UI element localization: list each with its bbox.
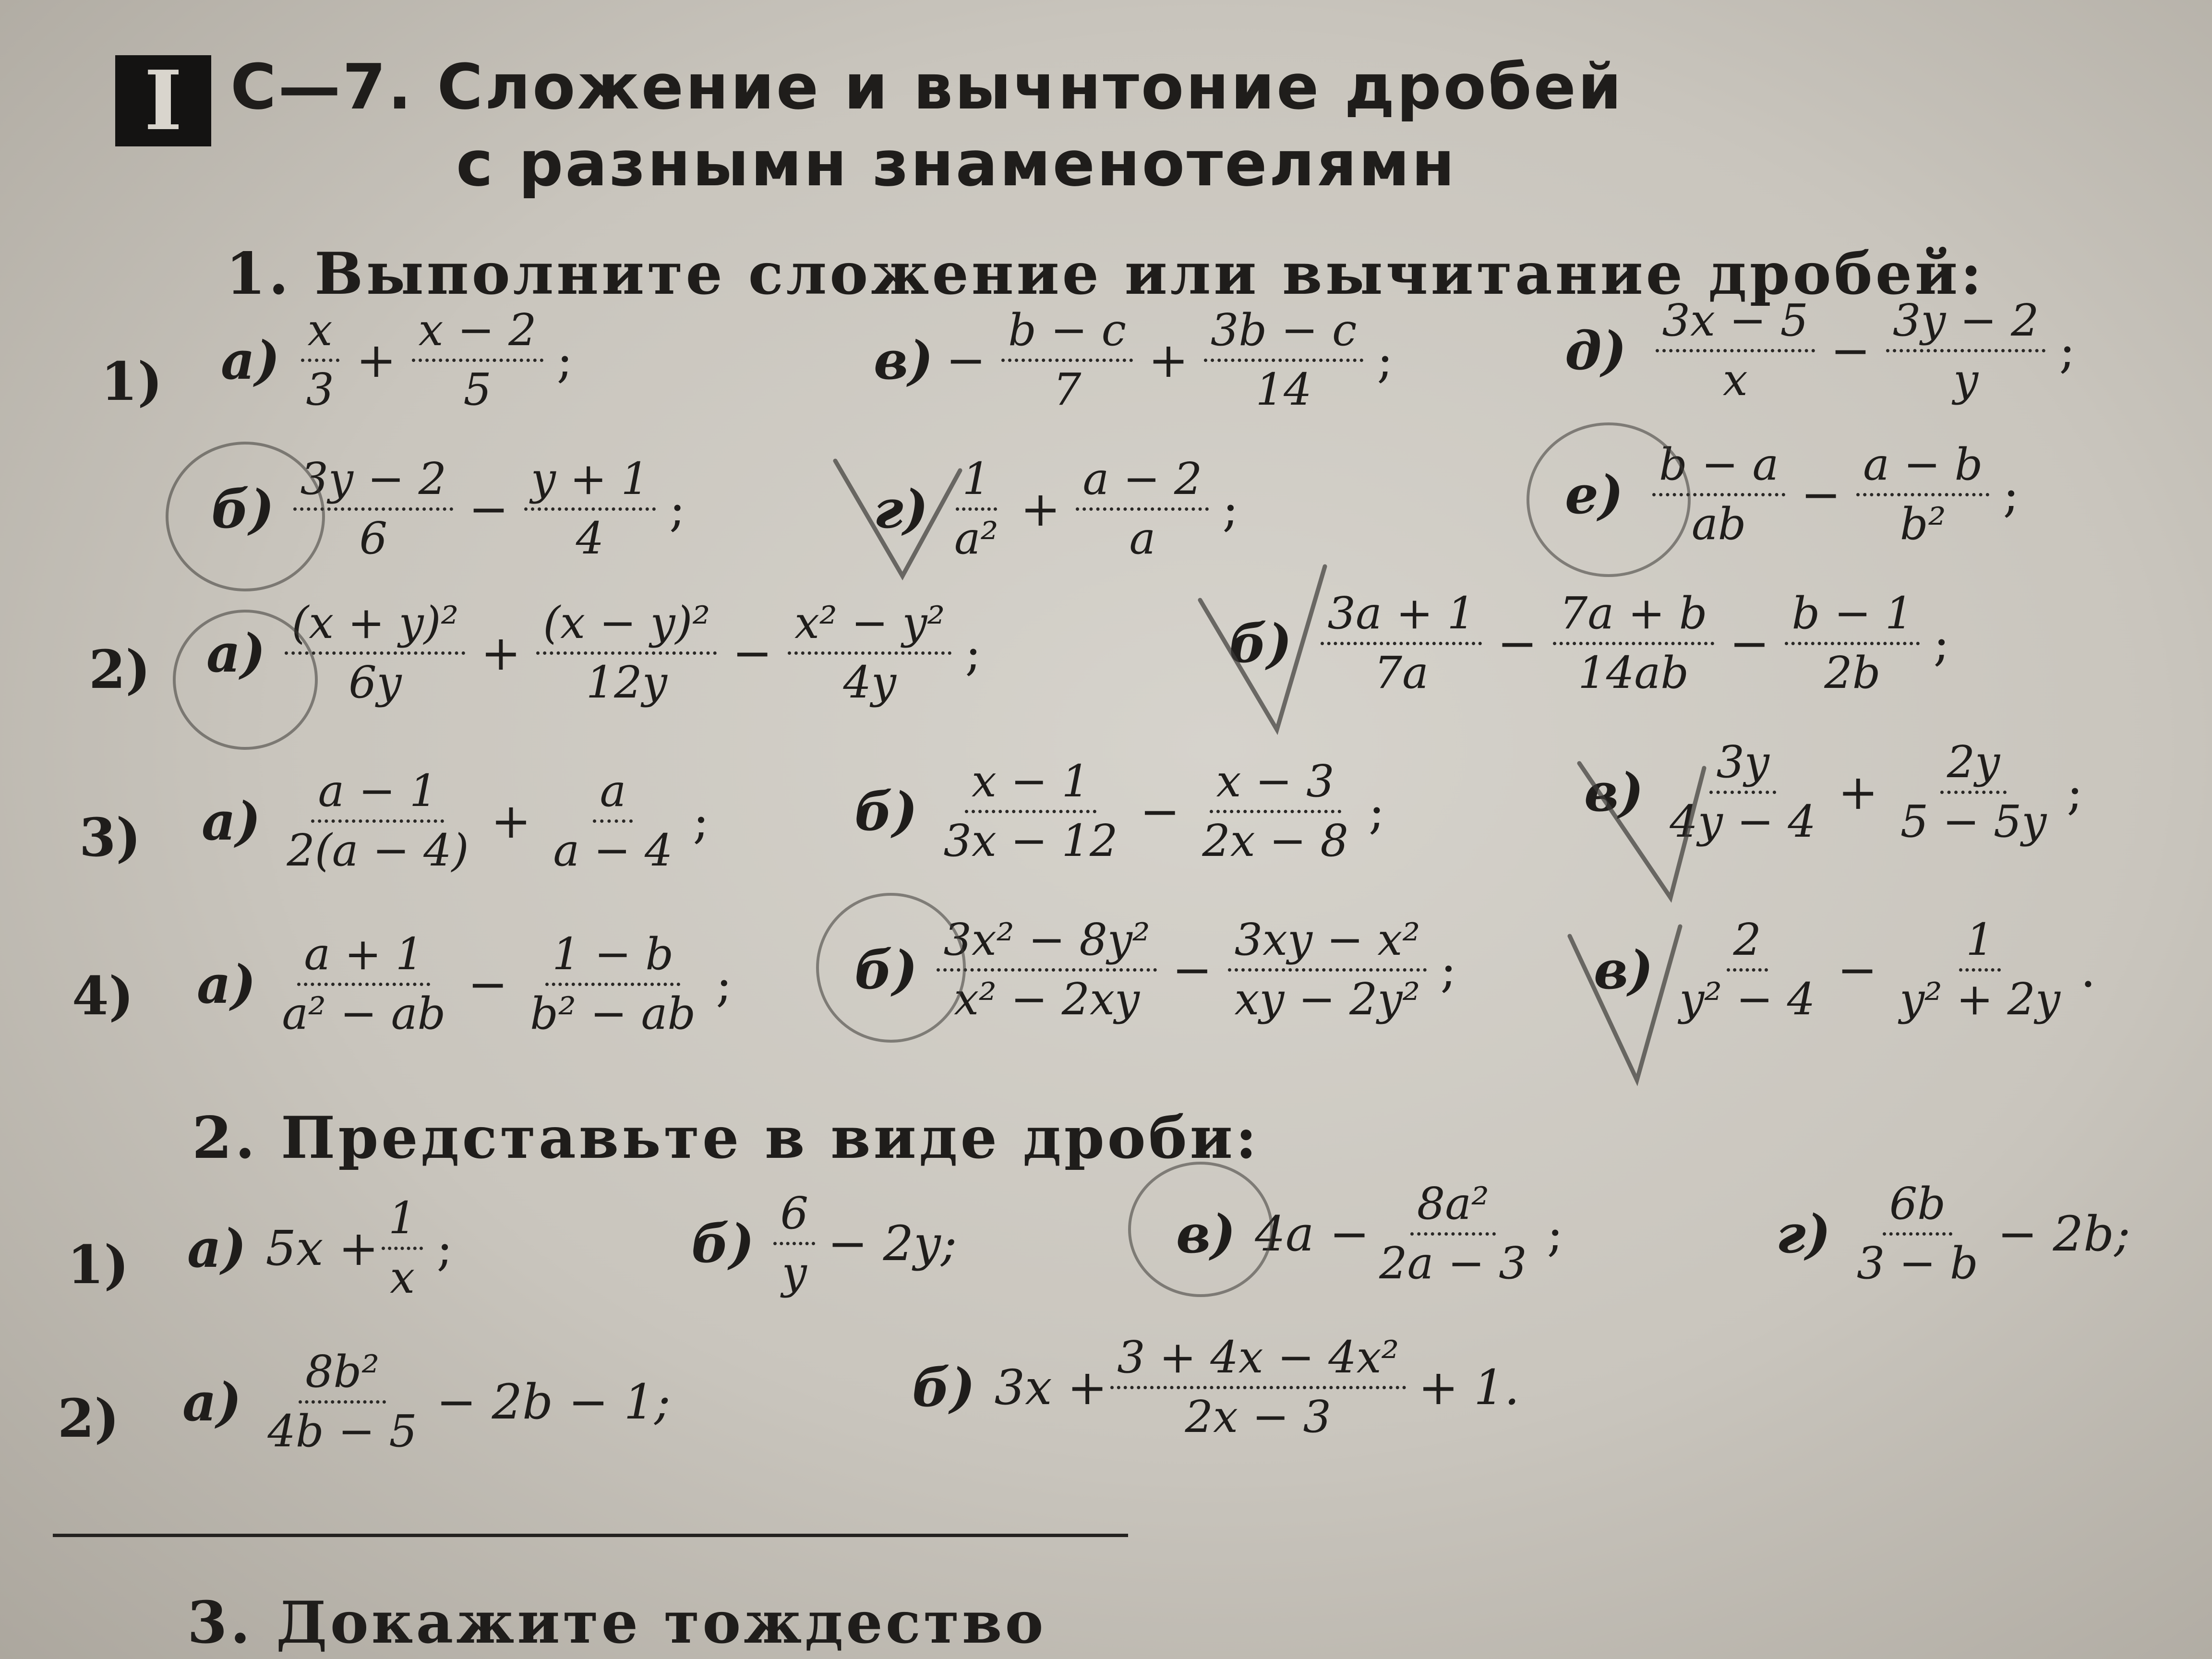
item-label: д)	[1565, 319, 1627, 382]
fraction: $\frac{1 - b}{\text{b² − ab}}$	[530, 928, 696, 1039]
checkmark-icon	[1200, 566, 1325, 730]
title-line-2: с разнымн знаменотелямн	[456, 127, 1457, 200]
row-number: 2)	[89, 638, 151, 700]
exercise-1e: е) $\frac{b - a}{ab}$ − $\frac{a - b}{\text{b²}}$ ;	[1565, 439, 2020, 550]
fraction: $\frac{y + 1}{4}$	[524, 456, 656, 562]
checkmark-icon	[835, 461, 960, 576]
item-label: в)	[1176, 1202, 1236, 1265]
fraction: $\frac{6}{y}$	[773, 1190, 815, 1296]
fraction: $\frac{b - a}{ab}$	[1652, 442, 1785, 547]
task2-heading: 2. Представьте в виде дроби:	[192, 1104, 1260, 1172]
fraction: $\frac{a}{a - 4}$	[553, 765, 673, 876]
item-label: б)	[912, 1356, 975, 1419]
item-label: в)	[1594, 938, 1654, 1001]
fraction: $\frac{\text{8b²}}{4b - 5}$	[267, 1346, 417, 1457]
fraction: $\frac{b - 1}{2b}$	[1785, 590, 1920, 696]
fraction: $\frac{\text{3xy − x²}}{\text{xy − 2y²}}$	[1228, 917, 1427, 1022]
fraction: $\frac{\text{3x² − 8y²}}{\text{x² − 2xy}}$	[937, 917, 1156, 1022]
fraction: $\frac{a - 2}{a}$	[1076, 456, 1209, 562]
checkmark-icon	[1570, 926, 1680, 1080]
item-label: а)	[206, 622, 266, 684]
fraction: $\frac{6b}{3 - b}$	[1856, 1178, 1978, 1289]
fraction: $\frac{x}{3}$	[299, 307, 341, 413]
fraction: $\frac{a + 1}{\text{a² − ab}}$	[282, 928, 446, 1039]
fraction: $\frac{3y}{4y - 4}$	[1670, 736, 1816, 847]
task1-heading: 1. Выполните сложение или вычитание дробей:	[226, 240, 1985, 308]
fraction: $\frac{3y - 2}{6}$	[293, 456, 453, 562]
item-label: а)	[221, 329, 280, 391]
exercise-2-1g: г) $\frac{6b}{3 - b}$ − 2b;	[1776, 1178, 2130, 1289]
exercise-2-2a: а) $\frac{\text{8b²}}{4b - 5}$ − 2b − 1;	[182, 1346, 671, 1457]
fraction: $\frac{1}{x}$	[382, 1195, 423, 1301]
item-label: б)	[854, 780, 918, 842]
fraction: $\frac{\text{(x + y)²}}{6y}$	[285, 600, 465, 706]
exercise-2b: б) $\frac{3a + 1}{7a}$ − $\frac{7a + b}{14ab}$ − $\frac{b - 1}{2b}$ ;	[1229, 588, 1950, 698]
exercise-2-1b: б) $\frac{6}{y}$ − 2y;	[691, 1188, 957, 1298]
exercise-3b: б) $\frac{x - 1}{3x - 12}$ − $\frac{x - 3}{2x - 8}$ ;	[854, 756, 1385, 866]
item-label: а)	[197, 953, 256, 1015]
item-label: а)	[202, 790, 261, 852]
item-label: в)	[1584, 761, 1644, 823]
fraction: $\frac{\text{x² − y²}}{4y}$	[788, 600, 951, 706]
exercise-4v: в) $\frac{2}{\text{y² − 4}}$ − $\frac{1}{\text{y² + 2y}}$ .	[1594, 914, 2096, 1025]
exercise-3v: в) $\frac{3y}{4y - 4}$ + $\frac{2y}{5 - 5y}$ ;	[1584, 736, 2083, 847]
fraction: $\frac{1}{\text{y² + 2y}}$	[1899, 914, 2060, 1025]
exercise-1b: б) $\frac{3y - 2}{6}$ − $\frac{y + 1}{4}$ ;	[211, 453, 685, 564]
checkmark-icon	[1579, 763, 1704, 898]
item-label: г)	[1776, 1202, 1831, 1265]
fraction: $\frac{\text{8a²}}{2a - 3}$	[1379, 1178, 1527, 1289]
fraction: $\frac{a - b}{\text{b²}}$	[1856, 442, 1989, 547]
exercise-2-2b: б) 3x + $\frac{\text{3 + 4x − 4x²}}{2x - 3}$ + 1.	[912, 1332, 1520, 1443]
item-label: а)	[187, 1217, 247, 1279]
item-label: б)	[1229, 612, 1292, 674]
exercise-2-1a: а) 5x + $\frac{1}{x}$ ;	[187, 1192, 453, 1303]
exercise-1v: в) − $\frac{b - c}{7}$ + $\frac{3b - c}{14}$ ;	[874, 304, 1394, 415]
item-label: а)	[182, 1370, 242, 1433]
fraction: $\frac{3a + 1}{7a}$	[1321, 590, 1482, 696]
fraction: $\frac{b - c}{7}$	[1001, 307, 1133, 413]
item-label: в)	[874, 329, 934, 391]
fraction: $\frac{x - 3}{2x - 8}$	[1202, 756, 1348, 866]
exercise-4a: а) $\frac{a + 1}{\text{a² − ab}}$ − $\frac{1 - b}{\text{b² − ab}}$ ;	[197, 928, 732, 1039]
fraction: $\frac{3x - 5}{x}$	[1656, 298, 1815, 403]
fraction: $\frac{\text{3 + 4x − 4x²}}{2x - 3}$	[1110, 1334, 1406, 1440]
fraction: $\frac{3b - c}{14}$	[1204, 307, 1364, 413]
fraction: $\frac{2}{\text{y² − 4}}$	[1679, 914, 1815, 1025]
title-line-1: С—7. Сложение и вычнтоние дробей	[230, 50, 1623, 123]
item-label: б)	[691, 1212, 755, 1274]
row-number: 2)	[58, 1387, 120, 1449]
exercise-2-1v: в) 4a − $\frac{\text{8a²}}{2a - 3}$ ;	[1176, 1178, 1563, 1289]
fraction: $\frac{7a + b}{14ab}$	[1553, 590, 1714, 696]
fraction: $\frac{\text{(x − y)²}}{12y}$	[536, 600, 717, 706]
exercise-1d: д) $\frac{3x - 5}{x}$ − $\frac{3y - 2}{y}$ ;	[1565, 295, 2076, 406]
row-number: 1)	[67, 1234, 129, 1296]
task3-heading: 3. Докажите тождество	[187, 1589, 1046, 1657]
fraction: $\frac{2y}{5 - 5y}$	[1900, 736, 2047, 847]
fraction: $\frac{x - 2}{5}$	[412, 307, 543, 413]
exercise-1g: г) $\frac{1}{\text{a²}}$ + $\frac{a - 2}{a}$ ;	[874, 453, 1239, 564]
fraction: $\frac{a - 1}{2(a - 4)}$	[287, 765, 469, 876]
item-label: г)	[874, 478, 928, 540]
row-number: 4)	[72, 965, 134, 1027]
item-label: б)	[211, 478, 275, 540]
row-number: 1)	[101, 350, 163, 412]
row-number: 3)	[79, 806, 141, 868]
fraction: $\frac{x - 1}{3x - 12}$	[943, 756, 1118, 866]
exercise-3a: а) $\frac{a - 1}{2(a - 4)}$ + $\frac{a}{a - 4}$ ;	[202, 765, 709, 876]
exercise-1a: а) $\frac{x}{3}$ + $\frac{x - 2}{5}$ ;	[221, 304, 573, 415]
fraction: $\frac{1}{\text{a²}}$	[954, 453, 998, 564]
variant-badge: I	[115, 55, 211, 146]
exercise-4b: б) $\frac{\text{3x² − 8y²}}{\text{x² − 2xy}}$ − $\frac{\text{3xy − x²}}{\text{xy − 2y²}}$ ;	[854, 914, 1457, 1025]
item-label: е)	[1565, 463, 1624, 526]
exercise-2a: а) $\frac{\text{(x + y)²}}{6y}$ + $\frac{\text{(x − y)²}}{12y}$ − $\frac{\text{x² − y²}}{4y}$ ;	[206, 597, 982, 708]
fraction: $\frac{3y - 2}{y}$	[1886, 298, 2046, 403]
item-label: б)	[854, 938, 918, 1001]
